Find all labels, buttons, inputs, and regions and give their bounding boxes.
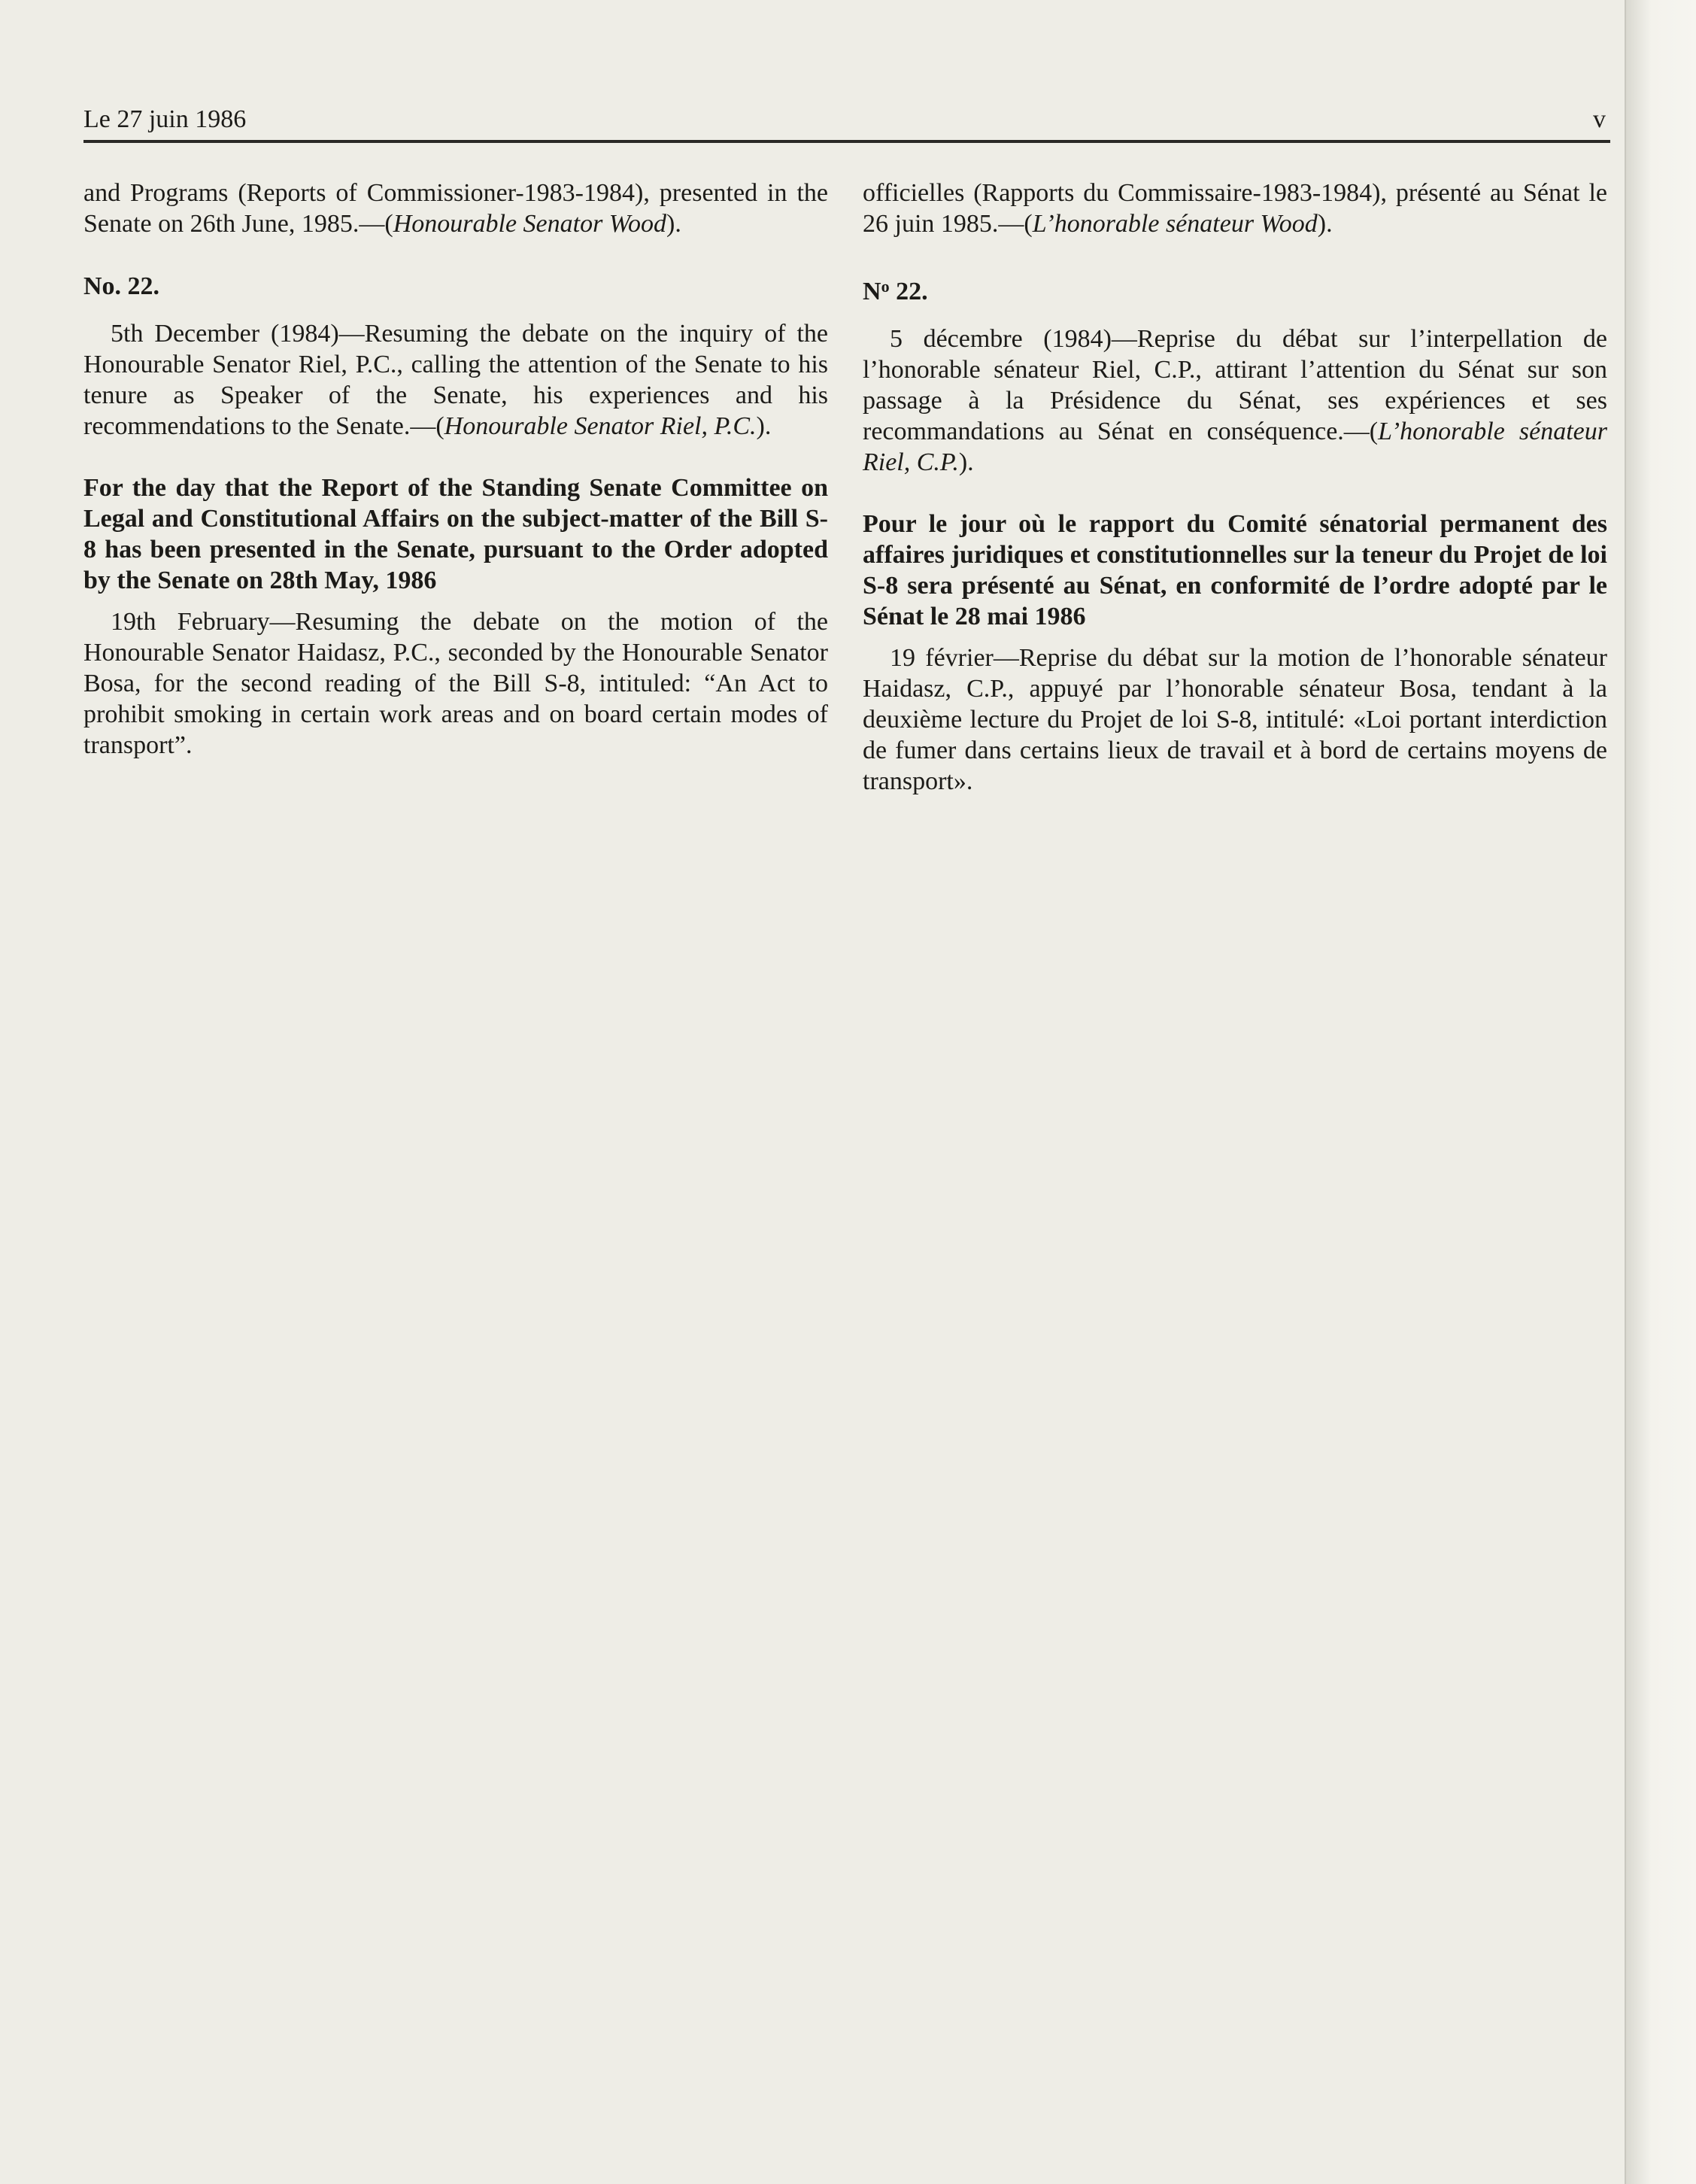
- english-paragraph-continued: [83, 178, 828, 239]
- french-paragraph-inquiry-text: 5 décembre (1984)—Reprise du débat sur l’interpellation de l’honorable sénateur Riel, C.P., attirant l’attention du Sénat sur son passage à la Présidence du Sénat, ses expériences et ses recommandations au Sénat en conséquence.—(: [863, 325, 1607, 445]
- english-item-number: No. 22.: [83, 272, 160, 300]
- french-column: [863, 178, 1607, 797]
- french-paragraph-continued: [863, 178, 1607, 239]
- english-paragraph-continued-attribution: Honourable Senator Wood: [393, 210, 667, 238]
- french-paragraph-motion: 19 février—Reprise du débat sur la motion de l’honorable sénateur Haidasz, C.P., appuyé par l’honorable sénateur Bosa, tendant à la deuxième lecture du Projet de loi S-8, intitulé: «Loi portant interdiction de fumer dans certains lieux de travail et à bord de certains moyens de transport».: [863, 644, 1607, 795]
- french-paragraph-inquiry-attribution: L’honorable sénateur Riel, C.P.: [863, 418, 1607, 476]
- french-item-number-suffix: 22.: [889, 278, 928, 305]
- french-paragraph-inquiry: [863, 323, 1607, 478]
- header-page-number: v: [1593, 105, 1606, 133]
- english-paragraph-inquiry-end: ).: [756, 412, 772, 440]
- english-column: [83, 178, 828, 761]
- english-paragraph-inquiry: [83, 318, 828, 442]
- page-edge: [1625, 0, 1696, 2184]
- french-item-number-superscript: o: [881, 277, 890, 296]
- french-item-number-prefix: N: [863, 278, 881, 305]
- english-paragraph-motion: 19th February—Resuming the debate on the motion of the Honourable Senator Haidasz, P.C., seconded by the Honourable Senator Bosa, for the second reading of the Bill S-8, intituled: “An Act to prohibit smoking in certain work areas and on board certain modes of transport”.: [83, 608, 828, 759]
- english-paragraph-inquiry-attribution: Honourable Senator Riel, P.C.: [444, 412, 757, 440]
- header-date: Le 27 juin 1986: [83, 105, 247, 133]
- french-paragraph-inquiry-end: ).: [958, 448, 974, 476]
- french-paragraph-continued-attribution: L’honorable sénateur Wood: [1032, 210, 1318, 238]
- english-order-heading: For the day that the Report of the Standing Senate Committee on Legal and Constitutional Affairs on the subject-matter of the Bill S-8 has been presented in the Senate, pursuant to the Order adopted by the Senate on 28th May, 1986: [83, 474, 828, 594]
- french-paragraph-continued-end: ).: [1317, 210, 1333, 238]
- english-paragraph-continued-end: ).: [666, 210, 681, 238]
- english-paragraph-continued-text: and Programs (Reports of Commissioner-1983-1984), presented in the Senate on 26th June, 1985.—(: [83, 179, 828, 238]
- french-order-heading: Pour le jour où le rapport du Comité sénatorial permanent des affaires juridiques et constitutionnelles sur la teneur du Projet de loi S-8 sera présenté au Sénat, en conformité de l’ordre adopté par le Sénat le 28 mai 1986: [863, 510, 1607, 630]
- french-item-number: [863, 271, 1607, 307]
- english-paragraph-inquiry-text: 5th December (1984)—Resuming the debate on the inquiry of the Honourable Senator Riel, P.C., calling the attention of the Senate to his tenure as Speaker of the Senate, his experiences and his recommendations to the Senate.—(: [83, 320, 828, 440]
- page-header: [83, 105, 1610, 143]
- french-paragraph-continued-text: officielles (Rapports du Commissaire-1983-1984), présenté au Sénat le 26 juin 1985.—(: [863, 179, 1607, 238]
